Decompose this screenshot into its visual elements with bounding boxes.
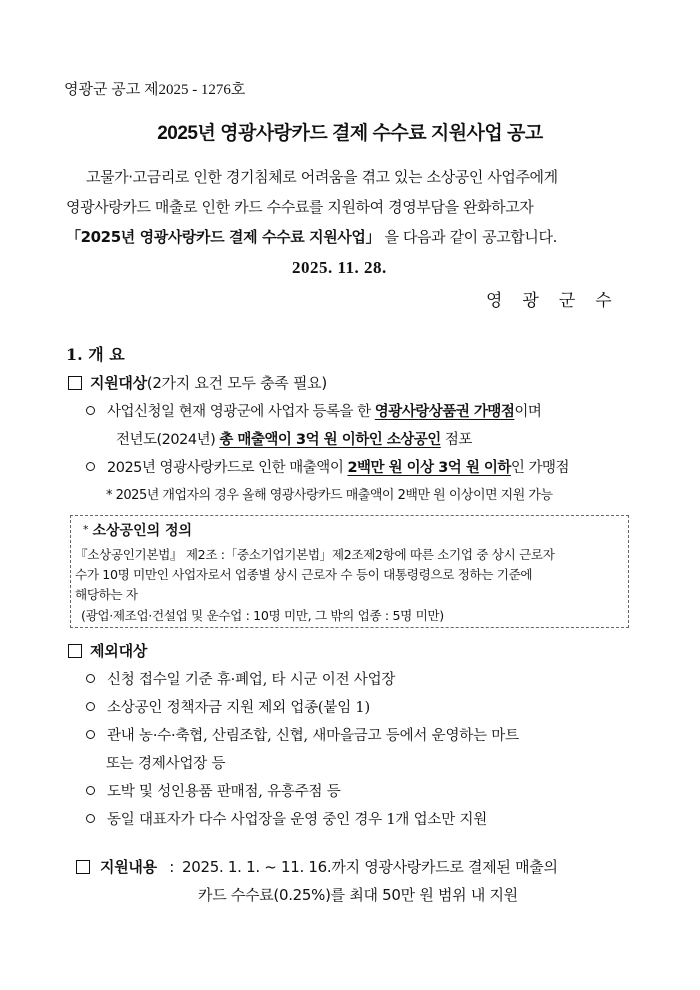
bullet-text: 인 가맹점: [510, 460, 570, 476]
asterisk-icon: *: [83, 523, 89, 536]
exclusion-item: [86, 696, 370, 717]
exclusion-item: [86, 668, 395, 689]
bullet-text: 전년도(2024년): [116, 432, 220, 448]
circle-bullet-icon: [86, 406, 95, 415]
notice-number: 영광군 공고 제2025 - 1276호: [64, 82, 246, 98]
circle-bullet-icon: [86, 702, 95, 711]
exclusion-text: 신청 접수일 기준 휴·폐업, 타 시군 이전 사업장: [107, 672, 396, 688]
section-heading-overview: 1. 개 요: [66, 345, 125, 364]
eligibility-bullet-1: [86, 400, 541, 421]
exclusion-text: 동일 대표자가 다수 사업장을 운영 중인 경우 1개 업소만 지원: [107, 812, 488, 828]
support-separator: :: [169, 858, 174, 876]
bullet-emphasis: 영광사랑상품권 가맹점: [374, 404, 515, 420]
definition-title: [83, 520, 192, 540]
definition-box: [70, 515, 629, 628]
bullet-emphasis: 2백만 원 이상 3억 원 이하: [347, 460, 511, 476]
eligibility-condition: (2가지 요건 모두 충족 필요): [146, 374, 327, 392]
intro-line-3-rest: 을 다음과 같이 공고합니다.: [384, 228, 557, 246]
intro-line-3: [66, 226, 557, 247]
exclusion-item-cont: [106, 752, 225, 773]
announcement-date: 2025. 11. 28.: [292, 258, 387, 277]
support-label: 지원내용: [100, 858, 157, 876]
support-heading: [76, 856, 558, 877]
bullet-text: 2025년 영광사랑카드로 인한 매출액이: [107, 460, 348, 476]
exclusions-heading: [68, 640, 147, 661]
checkbox-square-icon: [68, 644, 82, 658]
definition-line: 『소상공인기본법』 제2조 :「중소기업기본법」제2조제2항에 따른 소기업 중 상시 근로자: [75, 547, 555, 562]
intro-line-2: 영광사랑카드 매출로 인한 카드 수수료를 지원하여 경영부담을 완화하고자: [66, 198, 534, 216]
circle-bullet-icon: [86, 674, 95, 683]
exclusion-item: [86, 724, 519, 745]
circle-bullet-icon: [86, 462, 95, 471]
eligibility-note: * 2025년 개업자의 경우 올해 영광사랑카드 매출액이 2백만 원 이상이면 지원 가능: [106, 488, 553, 503]
exclusion-text: 도박 및 성인용품 판매점, 유흥주점 등: [107, 784, 341, 800]
circle-bullet-icon: [86, 786, 95, 795]
bullet-text: 사업신청일 현재 영광군에 사업자 등록을 한: [107, 404, 375, 420]
circle-bullet-icon: [86, 814, 95, 823]
eligibility-label: 지원대상: [90, 374, 147, 392]
definition-line: 수가 10명 미만인 사업자로서 업종별 상시 근로자 수 등이 대통령령으로 정하는 기준에: [75, 567, 533, 582]
definition-title-text: 소상공인의 정의: [92, 523, 193, 539]
exclusion-text: 관내 농·수·축협, 산림조합, 신협, 새마을금고 등에서 운영하는 마트: [107, 728, 519, 744]
bullet-emphasis: 총 매출액이 3억 원 이하인 소상공인: [219, 432, 441, 448]
bullet-text: 점포: [440, 432, 472, 448]
bullet-text: 이며: [514, 404, 542, 420]
eligibility-heading: [68, 372, 327, 393]
intro-line-1: 고물가·고금리로 인한 경기침체로 어려움을 겪고 있는 소상공인 사업주에게: [86, 168, 558, 186]
exclusion-item: [86, 808, 487, 829]
exclusions-label: 제외대상: [90, 642, 148, 660]
document-title: 2025년 영광사랑카드 결제 수수료 지원사업 공고: [157, 123, 543, 144]
exclusion-item: [86, 780, 341, 801]
exclusion-text: 또는 경제사업장 등: [106, 756, 226, 772]
eligibility-bullet-1-cont: [116, 428, 472, 449]
eligibility-bullet-2: [86, 456, 569, 477]
definition-line: (광업·제조업·건설업 및 운수업 : 10명 미만, 그 밖의 업종 : 5명 미만): [81, 608, 444, 623]
checkbox-square-icon: [76, 860, 90, 874]
program-name: 「2025년 영광사랑카드 결제 수수료 지원사업」: [66, 228, 381, 246]
circle-bullet-icon: [86, 730, 95, 739]
issuer: 영광군수: [486, 291, 632, 311]
support-line-1: 2025. 1. 1. ~ 11. 16.까지 영광사랑카드로 결제된 매출의: [182, 858, 558, 876]
support-line-2: 카드 수수료(0.25%)를 최대 50만 원 범위 내 지원: [198, 886, 518, 904]
exclusion-text: 소상공인 정책자금 지원 제외 업종(붙임 1): [107, 700, 370, 716]
definition-line: 해당하는 자: [75, 587, 138, 602]
checkbox-square-icon: [68, 376, 82, 390]
